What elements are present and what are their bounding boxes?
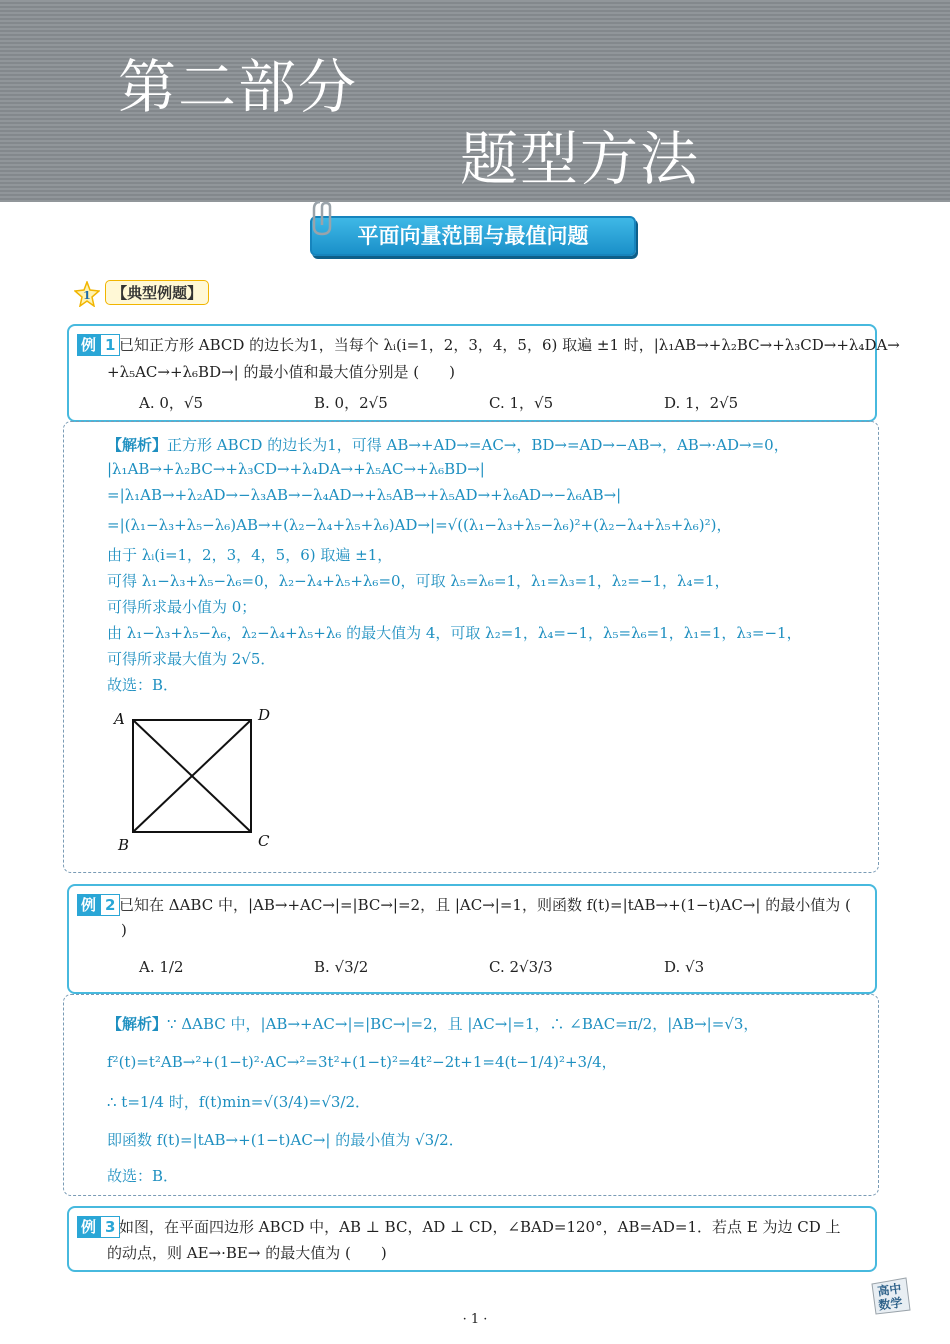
solution-1-line-3: =|λ₁AB→+λ₂AD→−λ₃AB→−λ₄AD→+λ₅AB→+λ₅AD→+λ₆AD→−λ₆AB→| [107,486,622,504]
logo-icon [868,1276,912,1316]
solution-2-box [63,994,879,1196]
vertex-a-label: A [114,710,125,728]
topic-title: 平面向量范围与最值问题 [310,216,636,256]
example-1-tag: 例 1 [77,334,120,356]
example-3-box [67,1206,877,1272]
solution-1-line-9: 可得所求最大值为 2√5． [107,650,276,668]
example-2-option-a: A. 1/2 [139,958,184,976]
vertex-d-label: D [258,706,271,724]
example-2-line-2: ) [121,921,127,939]
example-1-box [67,324,900,422]
solution-1-line-7: 可得所求最小值为 0； [107,598,257,616]
example-1-option-b: B. 0，2√5 [314,394,388,412]
example-3-tag: 例 3 [77,1216,120,1238]
solution-1-line-10: 故选：B． [107,676,179,694]
example-3-line-2: 的动点，则 AE→·BE→ 的最大值为 ( ) [107,1244,387,1262]
solution-1-box [63,421,879,873]
section-tag [74,280,209,306]
solution-1-line-6: 可得 λ₁−λ₃+λ₅−λ₆=0，λ₂−λ₄+λ₅+λ₆=0，可取 λ₅=λ₆=1，λ₁=λ₃=1，λ₂=−1，λ₄=1， [107,572,730,590]
example-2-option-b: B. √3/2 [314,958,369,976]
example-1-line-2: +λ₅AC→+λ₆BD→| 的最小值和最大值分别是 ( ) [107,363,455,381]
part-title: 第二部分 [118,53,359,121]
page-number: · 1 · [462,1312,488,1327]
star-icon [74,281,100,307]
example-1-option-a: A. 0，√5 [139,394,204,412]
section-label: 【典型例题】 [105,280,209,305]
section-title: 题型方法 [460,125,701,193]
logo-text-2: 数学 [877,1295,904,1313]
example-2-option-c: C. 2√3/3 [489,958,553,976]
solution-1-line-5: 由于 λᵢ(i=1，2，3，4，5，6) 取遍 ±1， [107,546,393,564]
example-2-option-d: D. √3 [664,958,705,976]
vertex-c-label: C [258,832,270,850]
example-2-tag: 例 2 [77,894,120,916]
example-2-line-1: 已知在 ΔABC 中，|AB→+AC→|=|BC→|=2，且 |AC→|=1，则函数 f(t)=|tAB→+(1−t)AC→| 的最小值为 ( [119,896,851,914]
solution-2-line-1: 【解析】∵ ΔABC 中，|AB→+AC→|=|BC→|=2，且 |AC→|=1，∴ ∠BAC=π/2，|AB→|=√3， [107,1015,759,1033]
solution-2-line-2: f²(t)=t²AB→²+(1−t)²·AC→²=3t²+(1−t)²=4t²−2t+1=4(t−1/4)²+3/4， [107,1053,617,1071]
logo-text-1: 高中 [876,1281,903,1299]
example-1-line-1: 已知正方形 ABCD 的边长为1，当每个 λᵢ(i=1，2，3，4，5，6) 取遍 ±1 时，|λ₁AB→+λ₂BC→+λ₃CD→+λ₄DA→ [119,336,900,354]
section-number: 1 [83,288,91,302]
example-1-option-c: C. 1，√5 [489,394,554,412]
example-2-box [67,884,877,994]
example-3-line-1: 如图，在平面四边形 ABCD 中，AB ⊥ BC，AD ⊥ CD，∠BAD=120°，AB=AD=1．若点 E 为边 CD 上 [119,1218,841,1236]
solution-1-line-1: 【解析】正方形 ABCD 的边长为1，可得 AB→+AD→=AC→，BD→=AD→−AB→，AB→·AD→=0， [107,436,789,454]
solution-2-line-4: 即函数 f(t)=|tAB→+(1−t)AC→| 的最小值为 √3/2． [107,1131,464,1149]
solution-2-line-5: 故选：B． [107,1167,179,1185]
solution-1-line-2: |λ₁AB→+λ₂BC→+λ₃CD→+λ₄DA→+λ₅AC→+λ₆BD→| [107,460,485,478]
example-1-option-d: D. 1，2√5 [664,394,739,412]
solution-2-line-3: ∴ t=1/4 时，f(t)min=√(3/4)=√3/2． [107,1093,371,1111]
vertex-b-label: B [118,836,130,854]
solution-1-line-4: =|(λ₁−λ₃+λ₅−λ₆)AB→+(λ₂−λ₄+λ₅+λ₆)AD→|=√((λ₁−λ₃+λ₅−λ₆)²+(λ₂−λ₄+λ₅+λ₆)²)， [107,516,732,534]
square-figure [108,704,288,854]
paperclip-icon [312,198,342,238]
solution-1-line-8: 由 λ₁−λ₃+λ₅−λ₆，λ₂−λ₄+λ₅+λ₆ 的最大值为 4，可取 λ₂=1，λ₄=−1，λ₅=λ₆=1，λ₁=1，λ₃=−1， [107,624,802,642]
